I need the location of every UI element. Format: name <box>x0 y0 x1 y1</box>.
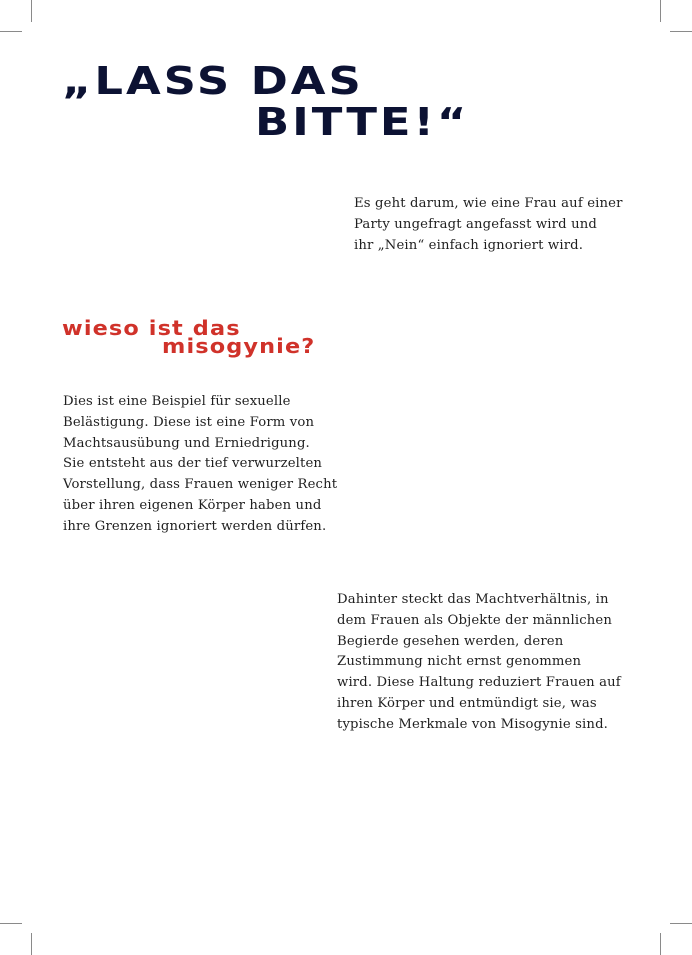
paragraph-line: typische Merkmale von Misogynie sind. <box>337 716 608 732</box>
crop-mark-top-right-horizontal <box>670 31 692 32</box>
subheading-line-2: misogynie? <box>162 334 316 358</box>
paragraph-line: dem Frauen als Objekte der männlichen <box>337 612 612 628</box>
paragraph-line: Sie entsteht aus der tief verwurzelten <box>63 456 323 472</box>
body-paragraph-1 <box>63 392 337 538</box>
paragraph-line: über ihren eigenen Körper haben und <box>63 497 322 513</box>
paragraph-line: ihre Grenzen ignoriert werden dürfen. <box>63 518 327 534</box>
paragraph-line: Begierde gesehen werden, deren <box>337 633 564 649</box>
paragraph-line: Dahinter steckt das Machtverhältnis, in <box>337 592 609 607</box>
intro-line: ihr „Nein“ einfach ignoriert wird. <box>354 237 584 253</box>
page-title-line-1: „LASS DAS <box>62 59 364 103</box>
crop-mark-bottom-left-vertical <box>31 933 32 955</box>
subheading-line-1: wieso ist das <box>62 316 241 340</box>
body-paragraph-2 <box>337 590 621 736</box>
paragraph-line: ihren Körper und entmündigt sie, was <box>337 695 597 711</box>
intro-line: Party ungefragt angefasst wird und <box>354 216 597 232</box>
page-title-line-2: BITTE!“ <box>255 100 470 144</box>
crop-mark-bottom-right-vertical <box>660 933 661 955</box>
intro-paragraph <box>354 194 623 256</box>
crop-mark-bottom-left-horizontal <box>0 923 22 924</box>
crop-mark-top-right-vertical <box>660 0 661 22</box>
paragraph-line: wird. Diese Haltung reduziert Frauen auf <box>337 675 621 691</box>
paragraph-line: Vorstellung, dass Frauen weniger Recht <box>63 477 338 493</box>
paragraph-line: Dies ist eine Beispiel für sexuelle <box>63 394 291 409</box>
crop-mark-bottom-right-horizontal <box>670 923 692 924</box>
paragraph-line: Machtsausübung und Erniedrigung. <box>63 435 310 451</box>
crop-mark-top-left-vertical <box>31 0 32 22</box>
intro-line: Es geht darum, wie eine Frau auf einer <box>354 196 623 211</box>
paragraph-line: Zustimmung nicht ernst genommen <box>337 654 582 670</box>
crop-mark-top-left-horizontal <box>0 31 22 32</box>
paragraph-line: Belästigung. Diese ist eine Form von <box>63 414 315 430</box>
